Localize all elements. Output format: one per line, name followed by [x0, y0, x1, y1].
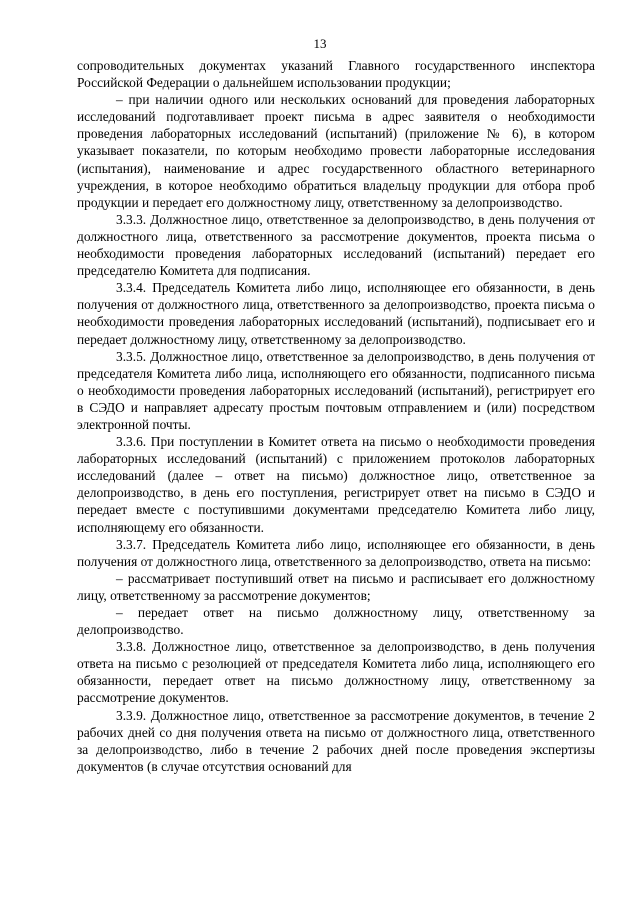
paragraph-3-3-7: 3.3.7. Председатель Комитета либо лицо, исполняющее его обязанности, в день получения от должностного лица, ответственного за делопроизводство, ответа на письмо:: [77, 536, 595, 569]
paragraph-3-3-4: 3.3.4. Председатель Комитета либо лицо, исполняющее его обязанности, в день получения от должностного лица, ответственного за делопроизводство, проекта письма о необходимости проведения лабораторных исследований (испытаний), подписывает его и передает должностному лицу, ответственному за делопроизводство.: [77, 280, 595, 347]
paragraph-3-3-9: 3.3.9. Должностное лицо, ответственное за рассмотрение документов, в течение 2 рабочих дней со дня получения ответа на письмо от должностного лица, ответственного за делопроизводство, либо в течение 2 рабочих дней после проведения экспертизы документов (в случае отсутствия оснований для: [77, 707, 595, 774]
paragraph-3-3-5: 3.3.5. Должностное лицо, ответственное за делопроизводство, в день получения от председателя Комитета либо лица, исполняющего его обязанности, подписанного письма о необходимости проведения лабораторных исследований (испытаний), регистрирует его в СЭДО и направляет адресату простым почтовым отправлением и (или) посредством электронной почты.: [77, 348, 595, 432]
list-item-review-answer: – рассматривает поступивший ответ на письмо и расписывает его должностному лицу, ответственному за рассмотрение документов;: [77, 570, 595, 603]
paragraph-3-3-8: 3.3.8. Должностное лицо, ответственное за делопроизводство, в день получения ответа на письмо с резолюцией от председателя Комитета либо лица, исполняющего его обязанности, передает ответ на письмо должностному лицу, ответственному за рассмотрение документов.: [77, 639, 595, 706]
list-item-lab-grounds: – при наличии одного или нескольких оснований для проведения лабораторных исследований подготавливает проект письма в адрес заявителя о необходимости проведения лабораторных исследований (испытаний) (приложение № 6), в котором указывает показатели, по которым необходимо провести лабораторные исследования (испытания), наименование и адрес государственного областного ветеринарного учреждения, в которое необходимо обратиться владельцу продукции для отбора проб продукции и передает его должностному лицу, ответственному за делопроизводство.: [77, 92, 595, 210]
document-body: [77, 57, 595, 775]
paragraph-continuation: сопроводительных документах указаний Главного государственного инспектора Российской Федерации о дальнейшем использовании продукции;: [77, 58, 595, 91]
paragraph-3-3-6: 3.3.6. При поступлении в Комитет ответа на письмо о необходимости проведения лабораторных исследований (испытаний) с приложением протоколов лабораторных исследований (далее – ответ на письмо) должностное лицо, ответственное за делопроизводство, в день его поступления, регистрирует ответ на письмо в СЭДО и передает вместе с поступившими документами председателю Комитета либо лицу, исполняющему его обязанности.: [77, 434, 595, 535]
paragraph-3-3-3: 3.3.3. Должностное лицо, ответственное за делопроизводство, в день получения от должностного лица, ответственного за рассмотрение документов, проекта письма о необходимости проведения лабораторных исследований (испытаний) передает его председателю Комитета для подписания.: [77, 211, 595, 279]
page-number: 13: [313, 36, 327, 51]
list-item-pass-answer: – передает ответ на письмо должностному лицу, ответственному за делопроизводство.: [77, 605, 595, 638]
